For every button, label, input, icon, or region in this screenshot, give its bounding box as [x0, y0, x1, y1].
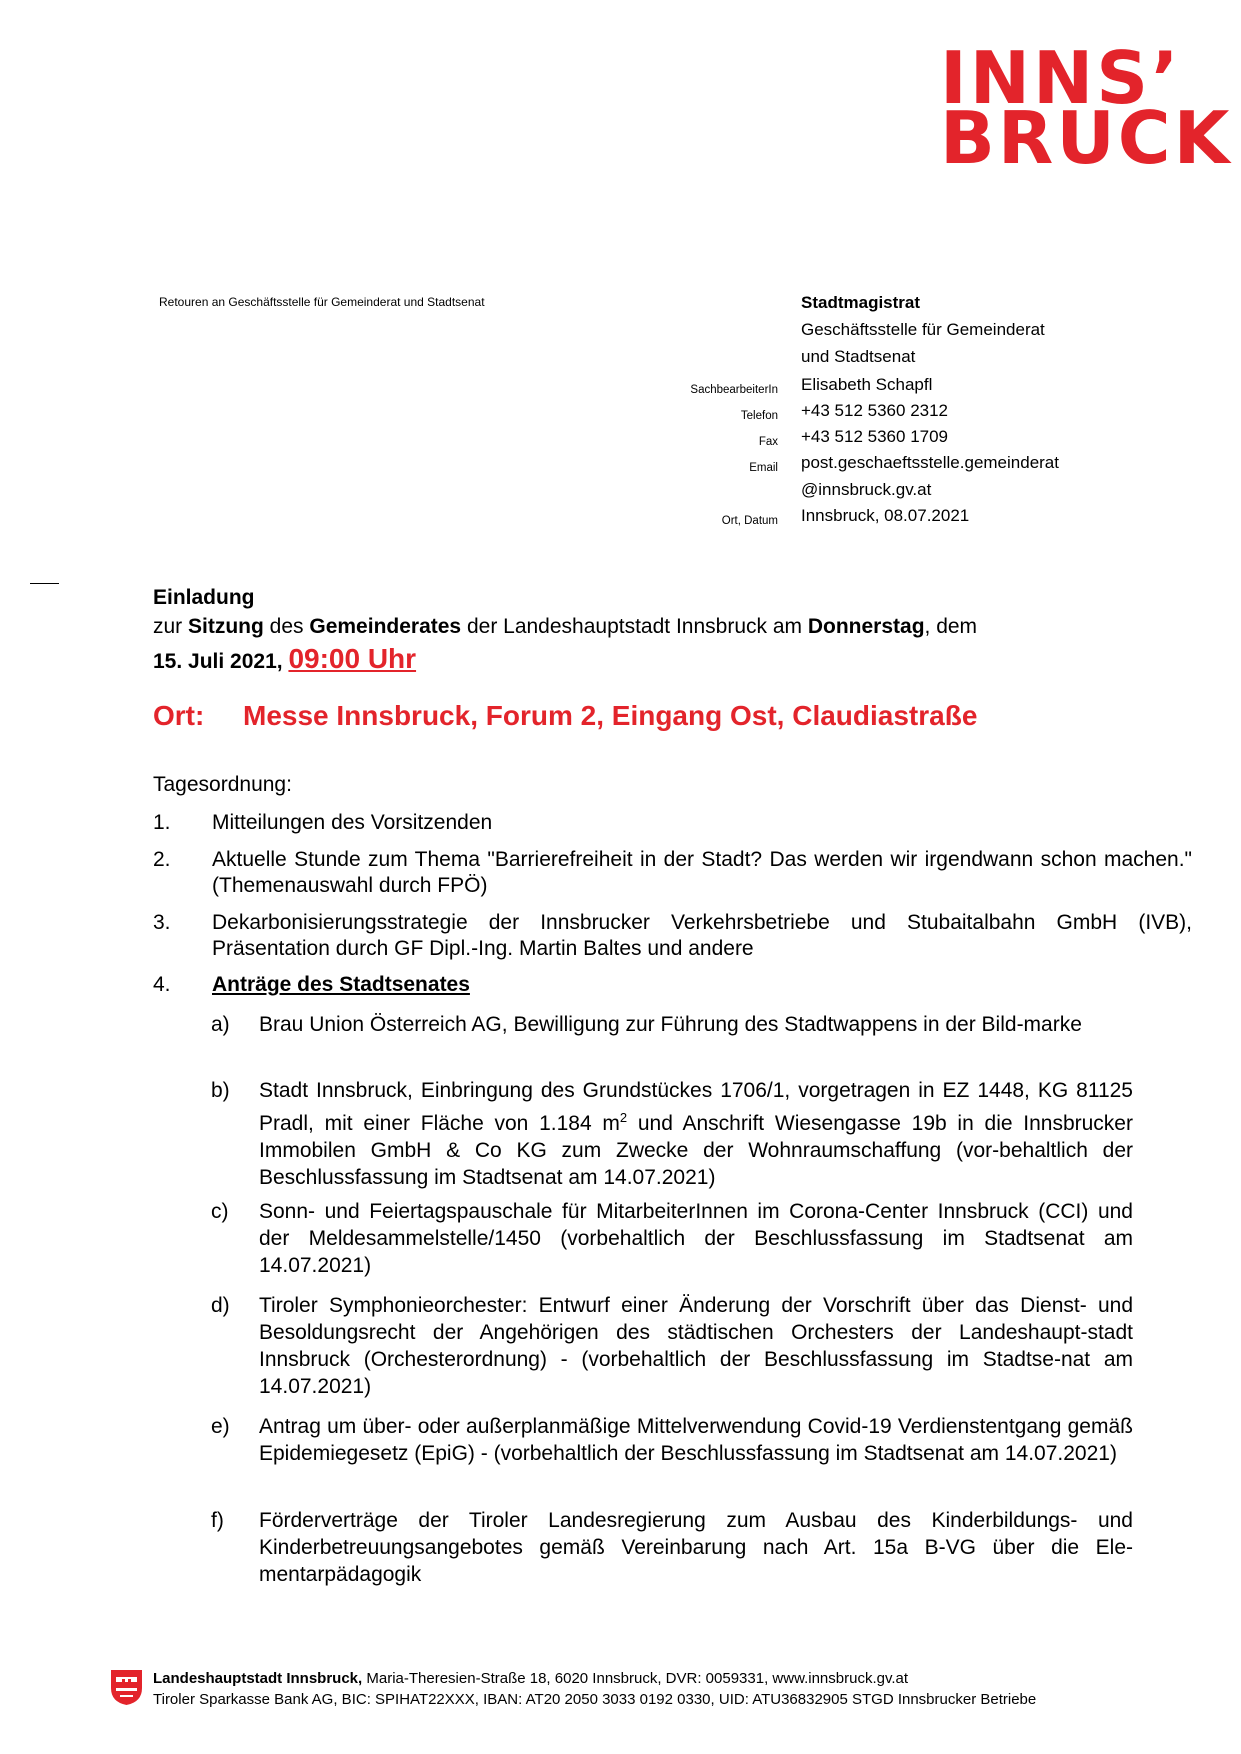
sub-item-text: Tiroler Symphonieorchester: Entwurf einer Änderung der Vorschrift über das Dienst- und Besoldungsrecht der Angehörigen des städtischen Orchesters der Landeshaupt-stadt Innsbruck (Orchesterordnung) - (vorbehaltlich der Beschlussfassung im Stadtse-nat am 14.07.2021) — [259, 1294, 1133, 1398]
fax-label: Fax — [758, 436, 778, 448]
agenda-item-text: Aktuelle Stunde zum Thema "Barrierefreiheit in der Stadt? Das werden wir irgendwann schon machen." (Themenauswahl durch FPÖ) — [212, 848, 1192, 897]
clerk-label: SachbearbeiterIn — [690, 384, 778, 396]
sub-item-text: Brau Union Österreich AG, Bewilligung zur Führung des Stadtwappens in der Bild-marke — [259, 1013, 1082, 1036]
place-date-value: Innsbruck, 08.07.2021 — [801, 506, 970, 525]
footer-address: Maria-Theresien-Straße 18, 6020 Innsbruck, DVR: 0059331, www.innsbruck.gv.at — [362, 1670, 909, 1687]
footer-org: Landeshauptstadt Innsbruck, — [153, 1670, 363, 1687]
fax-value: +43 512 5360 1709 — [801, 427, 949, 446]
sender-title: Stadtmagistrat — [801, 293, 921, 312]
sub-item-letter: b) — [211, 1079, 230, 1102]
meeting-time: 09:00 Uhr — [288, 643, 417, 674]
sender-dept-line-2: und Stadtsenat — [801, 347, 916, 366]
phone-value: +43 512 5360 2312 — [801, 401, 949, 420]
sub-item-text: Antrag um über- oder außerplanmäßige Mittelverwendung Covid-19 Verdienstentgang gemäß Epidemiegesetz (EpiG) - (vorbehaltlich der Beschlussfassung im Stadtsenat am 14.07.2021) — [259, 1415, 1133, 1465]
sub-item-text — [259, 1077, 1133, 1191]
invitation-line — [153, 615, 977, 639]
invitation-text-1: zur — [153, 615, 189, 638]
superscript: 2 — [619, 1110, 628, 1125]
email-label: Email — [749, 462, 778, 474]
place-date-label: Ort, Datum — [721, 515, 778, 527]
agenda-item-number: 3. — [153, 911, 171, 934]
footer-line-2: Tiroler Sparkasse Bank AG, BIC: SPIHAT22XXX, IBAN: AT20 2050 3033 0192 0330, UID: ATU36832905 STGD Innsbrucker Betriebe — [153, 1691, 1037, 1708]
invitation-text-4: Gemeinderates — [309, 615, 462, 638]
agenda-item-number: 2. — [153, 848, 171, 871]
location-value: Messe Innsbruck, Forum 2, Eingang Ost, Claudiastraße — [243, 700, 978, 731]
sub-item-letter: f) — [211, 1509, 224, 1532]
sub-item-letter: d) — [211, 1294, 230, 1317]
fold-mark — [30, 583, 59, 584]
location-label: Ort: — [153, 700, 205, 731]
invitation-title: Einladung — [153, 586, 255, 609]
sub-item-letter: c) — [211, 1200, 229, 1223]
sub-item-letter: e) — [211, 1415, 230, 1438]
email-value-line-2[interactable]: @innsbruck.gv.at — [801, 480, 932, 499]
meeting-date: 15. Juli 2021, — [153, 650, 289, 673]
invitation-text-3: des — [263, 615, 310, 638]
sub-item-text-b: und Anschrift Wiesengasse 19b in die Innsbrucker Immobilen GmbH & Co KG zum Zwecke der Wohnraumschaffung (vor-behaltlich der Beschlussfassung im Stadtsenat am 14.07.2021) — [259, 1112, 1133, 1189]
sender-dept-line-1: Geschäftsstelle für Gemeinderat — [801, 320, 1045, 339]
phone-label: Telefon — [740, 410, 778, 422]
agenda-item-number: 4. — [153, 973, 171, 996]
clerk-value: Elisabeth Schapfl — [801, 375, 933, 394]
invitation-text-7: , dem — [924, 615, 978, 638]
invitation-text-2: Sitzung — [188, 615, 264, 638]
email-value-line-1[interactable]: post.geschaeftsstelle.gemeinderat — [801, 453, 1059, 472]
sub-item-letter: a) — [211, 1013, 230, 1036]
logo-line-1: INNS’ — [940, 36, 1182, 120]
agenda-item-text: Anträge des Stadtsenates — [212, 973, 470, 996]
agenda-item-number: 1. — [153, 811, 171, 834]
logo-line-2: BRUCK — [940, 96, 1233, 180]
sub-item-text: Förderverträge der Tiroler Landesregierung zum Ausbau des Kinderbildungs- und Kinderbetreuungsangebotes gemäß Vereinbarung nach Art. 15a B-VG über die Ele-mentarpädagogik — [259, 1509, 1133, 1586]
agenda-item-text: Mitteilungen des Vorsitzenden — [212, 811, 493, 834]
city-crest-icon — [110, 1668, 143, 1706]
return-address: Retouren an Geschäftsstelle für Gemeinderat und Stadtsenat — [159, 295, 485, 309]
footer-line-1 — [153, 1670, 908, 1687]
sub-item-text-a: Stadt Innsbruck, Einbringung des Grundstückes 1706/1, vorgetragen in EZ 1448, KG 81125 Pradl, mit einer Fläche von 1.184 m — [259, 1079, 1133, 1135]
innsbruck-logo — [940, 36, 1233, 180]
meeting-date-line — [153, 643, 416, 675]
invitation-text-6: Donnerstag — [807, 615, 925, 638]
invitation-text-5: der Landeshauptstadt Innsbruck am — [461, 615, 808, 638]
agenda-item-text: Dekarbonisierungsstrategie der Innsbrucker Verkehrsbetriebe und Stubaitalbahn GmbH (IVB), Präsentation durch GF Dipl.-Ing. Martin Baltes und andere — [212, 911, 1192, 960]
agenda-label: Tagesordnung: — [153, 773, 292, 796]
sub-item-text: Sonn- und Feiertagspauschale für MitarbeiterInnen im Corona-Center Innsbruck (CCI) und der Meldesammelstelle/1450 (vorbehaltlich der Beschlussfassung im Stadtsenat am 14.07.2021) — [259, 1200, 1133, 1277]
